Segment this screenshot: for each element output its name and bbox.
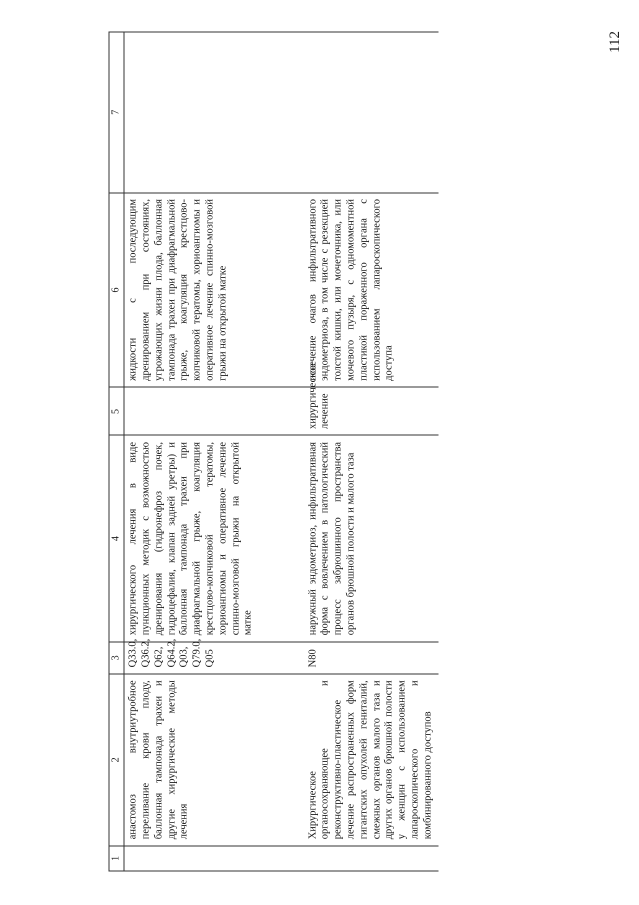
header-col-2: 2 [109, 673, 124, 845]
header-col-3: 3 [109, 641, 124, 673]
row2-treatment-type: хирургическое лечение [304, 387, 438, 435]
header-col-6: 6 [109, 192, 124, 387]
header-col-5: 5 [109, 387, 124, 435]
header-col-4: 4 [109, 435, 124, 641]
row2-col1 [304, 845, 438, 870]
header-col-1: 1 [109, 845, 124, 870]
row1-col7 [124, 32, 304, 193]
rotated-table-sheet [109, 31, 624, 871]
page-number: 112 [607, 31, 623, 53]
medical-procedures-table [109, 31, 439, 871]
row1-icd-codes: Q33.0, Q36.2, Q62, Q64.2, Q03, Q79.0, Q05 [124, 641, 304, 673]
row2-diagnosis: наружный эндометриоз, инфильтративная форма с вовлечением в патологический процесс забрюшинного пространства органов брюшной полости и малого таза [304, 435, 438, 641]
row1-col1 [124, 845, 304, 870]
header-col-7: 7 [109, 32, 124, 193]
header-row [109, 32, 124, 871]
row2-treatment-method: иссечение очагов инфильтративного эндометриоза, в том числе с резекцией толстой кишки, или мочеточника, или мочевого пузыря, с одномоментной пластикой пораженного органа с использованием лапароскопического доступа [304, 192, 438, 387]
row2-method: Хирургическое органосохраняющее и реконструктивно-пластическое лечение распространенных форм гигантских опухолей гениталий, смежных органов малого таза и других органов брюшной полости у женщин с использованием лапароскопического и комбинированного доступов [304, 673, 438, 845]
table-row [304, 32, 438, 871]
row2-col7 [304, 32, 438, 193]
table-row [124, 32, 304, 871]
row1-diagnosis: хирургического лечения в виде пункционных методик с возможностью дренирования (гидронефроз почек, гидроцефалия, клапан задней уретры) и баллонная тампонада трахеи при диафрагмальной грыже, коагуляция крестцово-копчиковой тератомы, хориоангиомы и оперативное лечение спинно-мозговой грыжи на открытой матке [124, 435, 304, 641]
row1-treatment-method: жидкости с последующим дренированием при состояниях, угрожающих жизни плода, баллонная тампонада трахеи при диафрагмальной грыже, коагуляция крестцово-копчиковой тератомы, хориоангиомы и оперативное лечение спинно-мозговой грыжи на открытой матке [124, 192, 304, 387]
row2-icd-codes: N80 [304, 641, 438, 673]
row1-method: анастомоз внутриутробное переливание крови плоду, баллонная тампонада трахеи и другие хирургические методы лечения [124, 673, 304, 845]
row1-treatment-type [124, 387, 304, 435]
